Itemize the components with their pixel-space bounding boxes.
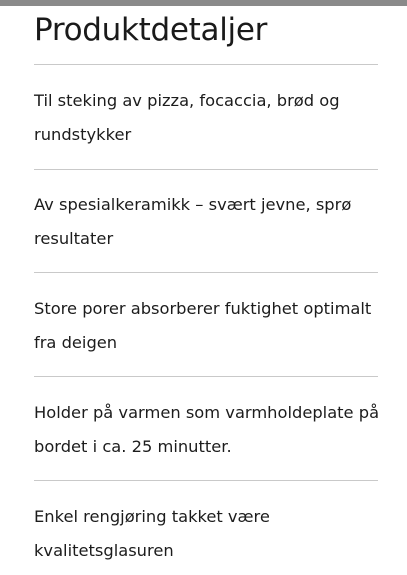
divider <box>34 272 378 273</box>
detail-item <box>34 396 386 464</box>
divider <box>34 64 378 65</box>
detail-item-text: Holder på varmen som varmholdeplate på bordet i ca. 25 minutter. <box>34 403 380 456</box>
detail-item <box>34 84 386 152</box>
detail-item-text: Til steking av pizza, focaccia, brød og rundstykker <box>34 91 340 144</box>
divider <box>34 480 378 481</box>
section-title: Produktdetaljer <box>34 12 268 48</box>
detail-item-text: Enkel rengjøring takket være kvalitetsglasuren <box>34 507 270 560</box>
divider <box>34 169 378 170</box>
detail-item <box>34 292 386 360</box>
divider <box>34 376 378 377</box>
detail-item <box>34 500 386 568</box>
detail-item <box>34 188 386 256</box>
detail-item-text: Av spesialkeramikk – svært jevne, sprø resultater <box>34 195 352 248</box>
detail-item-text: Store porer absorberer fuktighet optimalt fra deigen <box>34 299 372 352</box>
